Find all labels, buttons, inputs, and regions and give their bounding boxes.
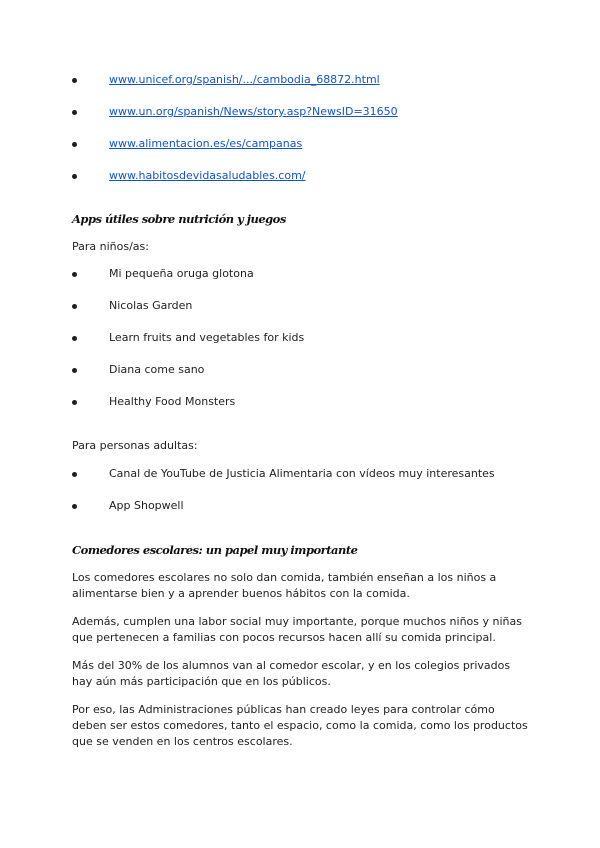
list-item [72,330,304,346]
list-item [72,362,304,378]
bullet-icon [72,400,77,405]
paragraph: Los comedores escolares no solo dan comida, también enseñan a los niños a alimentarse bien y a aprender buenos hábitos con la comida. [72,571,497,600]
bullet-icon [72,110,77,115]
list-item [72,498,495,514]
link-unicef[interactable]: www.unicef.org/spanish/.../cambodia_68872.html [109,73,380,86]
list-item-text: Healthy Food Monsters [109,395,236,408]
bullet-icon [72,504,77,509]
paragraph: Por eso, las Administraciones públicas han creado leyes para controlar cómo deben ser estos comedores, tanto el espacio, como la comida, como los productos que se venden en los centros escolares. [72,703,528,748]
list-item [72,466,495,482]
list-item [72,266,304,282]
kids-label: Para niños/as: [72,240,149,253]
list-item [72,72,398,88]
bullet-icon [72,472,77,477]
adults-label: Para personas adultas: [72,439,198,452]
adults-apps-list [72,466,495,530]
bullet-icon [72,174,77,179]
bullet-icon [72,336,77,341]
canteens-heading: Comedores escolares: un papel muy importante [72,543,358,557]
list-item-text: Diana come sano [109,363,205,376]
list-item-text: Canal de YouTube de Justicia Alimentaria con vídeos muy interesantes [109,467,495,480]
list-item-text: App Shopwell [109,499,184,512]
list-item [72,394,304,410]
link-un-news[interactable]: www.un.org/spanish/News/story.asp?NewsID=31650 [109,105,398,118]
kids-apps-list [72,266,304,426]
paragraph: Además, cumplen una labor social muy importante, porque muchos niños y niñas que pertenecen a familias con pocos recursos hacen allí su comida principal. [72,615,522,644]
list-item [72,104,398,120]
list-item [72,298,304,314]
link-alimentacion[interactable]: www.alimentacion.es/es/campanas [109,137,303,150]
apps-heading: Apps útiles sobre nutrición y juegos [72,212,286,226]
link-habitos[interactable]: www.habitosdevidasaludables.com/ [109,169,306,182]
bullet-icon [72,78,77,83]
bullet-icon [72,368,77,373]
bullet-icon [72,304,77,309]
bullet-icon [72,142,77,147]
list-item-text: Nicolas Garden [109,299,193,312]
bullet-icon [72,272,77,277]
resource-links-list [72,72,398,200]
list-item [72,168,398,184]
list-item [72,136,398,152]
paragraph: Más del 30% de los alumnos van al comedor escolar, y en los colegios privados hay aún más participación que en los públicos. [72,659,511,688]
list-item-text: Mi pequeña oruga glotona [109,267,254,280]
list-item-text: Learn fruits and vegetables for kids [109,331,305,344]
